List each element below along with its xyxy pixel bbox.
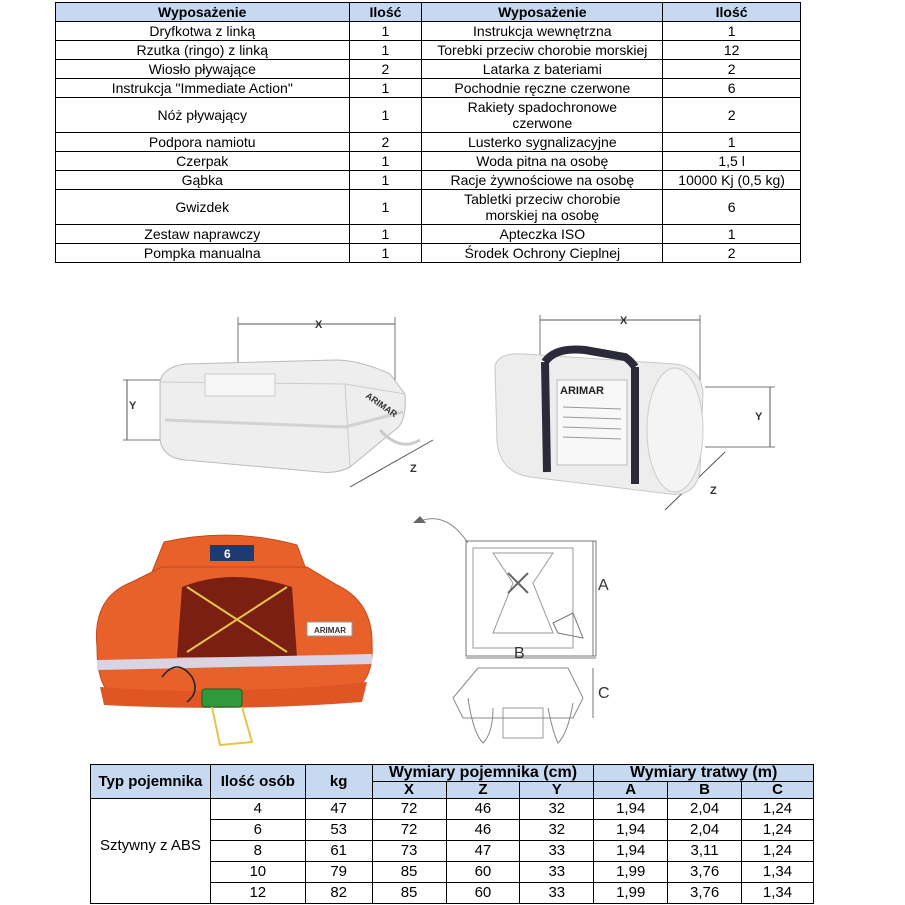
table-row	[56, 98, 801, 133]
table-row	[56, 79, 801, 98]
header-item-1: Wyposażenie	[56, 3, 350, 22]
header-c: C	[742, 782, 814, 799]
brand-text: ARIMAR	[314, 626, 346, 635]
cell: 1,99	[594, 862, 668, 883]
label-b: B	[514, 645, 525, 662]
cell: 72	[372, 799, 446, 820]
table-row	[56, 171, 801, 190]
item-name: Rakiety spadochronowe czerwone	[422, 98, 663, 133]
cell: 82	[305, 883, 372, 904]
item-name: Czerpak	[56, 152, 350, 171]
raft-technical-drawing	[408, 508, 618, 753]
bag-container-figure	[485, 312, 790, 517]
brand-text: ARIMAR	[560, 385, 604, 397]
cell: 1,24	[742, 820, 814, 841]
header-qty-2: Ilość	[663, 3, 801, 22]
item-name: Gąbka	[56, 171, 350, 190]
table-row	[56, 41, 801, 60]
cell: 2,04	[668, 799, 742, 820]
table-row	[56, 22, 801, 41]
cell: 2,04	[668, 820, 742, 841]
item-name: Pochodnie ręczne czerwone	[422, 79, 663, 98]
cell: 1,94	[594, 820, 668, 841]
item-qty: 1	[349, 244, 422, 263]
cell: 47	[305, 799, 372, 820]
cell: 3,76	[668, 883, 742, 904]
cell: 4	[210, 799, 305, 820]
cell: 1,24	[742, 841, 814, 862]
item-name: Podpora namiotu	[56, 133, 350, 152]
item-name: Rzutka (ringo) z linką	[56, 41, 350, 60]
dims-header-row-1	[91, 765, 814, 782]
item-qty: 2	[349, 60, 422, 79]
header-z: Z	[446, 782, 520, 799]
dimensions-table	[90, 764, 814, 904]
item-qty: 1	[349, 22, 422, 41]
item-qty: 6	[663, 190, 801, 225]
capacity-badge	[210, 545, 254, 561]
cell: 3,76	[668, 862, 742, 883]
header-item-2: Wyposażenie	[422, 3, 663, 22]
dim-y-label: Y	[129, 400, 137, 412]
header-persons: Ilość osób	[210, 765, 305, 799]
table-row	[56, 225, 801, 244]
item-name: Nóż pływający	[56, 98, 350, 133]
item-qty: 6	[663, 79, 801, 98]
dim-z-label: Z	[410, 463, 417, 475]
item-qty: 2	[663, 244, 801, 263]
item-qty: 1	[349, 79, 422, 98]
raft-figure	[92, 527, 377, 752]
cell: 33	[520, 841, 594, 862]
cell: 47	[446, 841, 520, 862]
cell: 1,34	[742, 862, 814, 883]
item-name: Racje żywnościowe na osobę	[422, 171, 663, 190]
capacity-badge-text: 6	[224, 547, 231, 561]
equipment-header-row	[56, 3, 801, 22]
table-row	[56, 60, 801, 79]
header-x: X	[372, 782, 446, 799]
item-qty: 1	[349, 225, 422, 244]
cell: 72	[372, 820, 446, 841]
brand-text: ARIMAR	[363, 390, 400, 420]
item-name: Lusterko sygnalizacyjne	[422, 133, 663, 152]
cell: 85	[372, 862, 446, 883]
cell: 61	[305, 841, 372, 862]
item-qty: 1	[663, 225, 801, 244]
cell: 1,99	[594, 883, 668, 904]
table-row	[56, 152, 801, 171]
item-qty: 1	[349, 152, 422, 171]
cell: 73	[372, 841, 446, 862]
item-name: Gwizdek	[56, 190, 350, 225]
item-name: Instrukcja "Immediate Action"	[56, 79, 350, 98]
cell: 46	[446, 799, 520, 820]
label-a: A	[598, 577, 609, 594]
cell: 32	[520, 799, 594, 820]
item-name: Środek Ochrony Cieplnej	[422, 244, 663, 263]
item-name: Apteczka ISO	[422, 225, 663, 244]
item-name: Tabletki przeciw chorobie morskiej na osobę	[422, 190, 663, 225]
header-container-dims: Wymiary pojemnika (cm)	[372, 765, 594, 782]
item-name: Wiosło pływające	[56, 60, 350, 79]
table-row	[56, 244, 801, 263]
cell: 33	[520, 862, 594, 883]
item-qty: 1	[349, 171, 422, 190]
item-qty: 2	[663, 98, 801, 133]
item-qty: 2	[663, 60, 801, 79]
cell: 60	[446, 883, 520, 904]
dim-y-label: Y	[755, 411, 763, 423]
equipment-table	[55, 2, 801, 263]
item-name: Instrukcja wewnętrzna	[422, 22, 663, 41]
label-c: C	[598, 685, 610, 702]
item-qty: 1,5 l	[663, 152, 801, 171]
item-qty: 2	[349, 133, 422, 152]
cell: 46	[446, 820, 520, 841]
item-qty: 10000 Kj (0,5 kg)	[663, 171, 801, 190]
header-type: Typ pojemnika	[91, 765, 211, 799]
dim-x-label: X	[620, 315, 628, 327]
container-type: Sztywny z ABS	[91, 799, 211, 904]
table-row	[56, 190, 801, 225]
item-qty: 1	[663, 22, 801, 41]
table-row	[56, 133, 801, 152]
cell: 1,94	[594, 799, 668, 820]
item-qty: 1	[349, 41, 422, 60]
cell: 8	[210, 841, 305, 862]
item-qty: 1	[349, 98, 422, 133]
item-qty: 12	[663, 41, 801, 60]
cell: 3,11	[668, 841, 742, 862]
header-a: A	[594, 782, 668, 799]
rigid-container-figure	[115, 312, 445, 497]
cell: 10	[210, 862, 305, 883]
item-qty: 1	[663, 133, 801, 152]
item-name: Dryfkotwa z linką	[56, 22, 350, 41]
cell: 1,24	[742, 799, 814, 820]
item-name: Woda pitna na osobę	[422, 152, 663, 171]
item-name: Zestaw naprawczy	[56, 225, 350, 244]
header-raft-dims: Wymiary tratwy (m)	[594, 765, 814, 782]
header-kg: kg	[305, 765, 372, 799]
cell: 53	[305, 820, 372, 841]
item-name: Torebki przeciw chorobie morskiej	[422, 41, 663, 60]
header-y: Y	[520, 782, 594, 799]
item-qty: 1	[349, 190, 422, 225]
cell: 1,34	[742, 883, 814, 904]
header-qty-1: Ilość	[349, 3, 422, 22]
cell: 6	[210, 820, 305, 841]
dim-z-label: Z	[710, 485, 717, 497]
cell: 32	[520, 820, 594, 841]
item-name: Pompka manualna	[56, 244, 350, 263]
item-name: Latarka z bateriami	[422, 60, 663, 79]
cell: 79	[305, 862, 372, 883]
header-b: B	[668, 782, 742, 799]
cell: 12	[210, 883, 305, 904]
cell: 60	[446, 862, 520, 883]
cell: 85	[372, 883, 446, 904]
table-row	[91, 799, 814, 820]
dim-x-label: X	[315, 319, 323, 331]
cell: 1,94	[594, 841, 668, 862]
cell: 33	[520, 883, 594, 904]
